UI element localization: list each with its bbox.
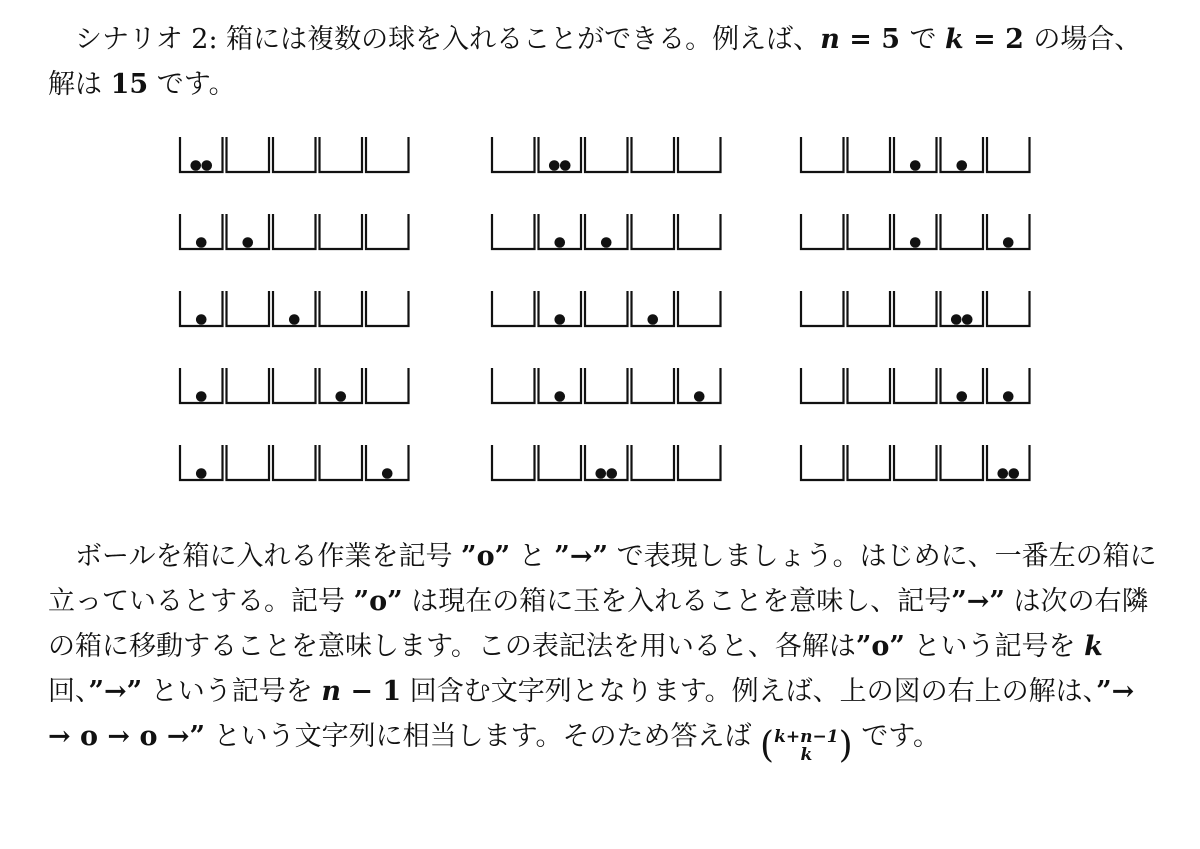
scenario-text: です。 xyxy=(148,69,236,100)
box xyxy=(585,368,628,403)
scenario-text: で xyxy=(909,24,946,55)
box xyxy=(987,291,1030,326)
box xyxy=(273,368,316,403)
ball xyxy=(601,237,612,248)
box xyxy=(366,291,409,326)
explanation-paragraph xyxy=(48,534,1160,764)
scenario-text: の場合、解は xyxy=(48,24,1142,100)
box xyxy=(678,291,721,326)
box xyxy=(320,137,363,172)
ball xyxy=(242,237,253,248)
explanation-text: という記号を xyxy=(142,676,322,707)
box xyxy=(492,368,535,403)
box xyxy=(941,214,984,249)
box-configuration xyxy=(801,291,1030,326)
ball xyxy=(1003,237,1014,248)
box xyxy=(320,214,363,249)
answer-value: 15 xyxy=(110,69,149,100)
box xyxy=(801,291,844,326)
equation-k: = 2 xyxy=(963,24,1034,55)
box xyxy=(848,291,891,326)
box xyxy=(894,291,937,326)
box xyxy=(585,137,628,172)
ball xyxy=(951,314,962,325)
explanation-text: という記号を xyxy=(904,631,1085,662)
box-configuration xyxy=(801,368,1030,403)
explanation-text: 回含む文字列となります。例えば、上の図の右上の解は、 xyxy=(401,676,1097,707)
explanation-text: は次の右隣の箱に移動することを意味します。この表記法を用いると、各解は xyxy=(48,586,1149,662)
symbol-o: ”o” xyxy=(353,586,403,617)
ball xyxy=(956,160,967,171)
ball xyxy=(335,391,346,402)
box xyxy=(180,137,223,172)
box-configuration xyxy=(801,137,1030,172)
box xyxy=(941,445,984,480)
ball xyxy=(694,391,705,402)
box xyxy=(801,137,844,172)
symbol-o: ”o” xyxy=(461,541,511,572)
explanation-text: です。 xyxy=(852,721,941,752)
explanation-text: という文字列に相当します。そのため答えば xyxy=(205,721,761,752)
ball xyxy=(595,468,606,479)
ball xyxy=(997,468,1008,479)
var-k: k xyxy=(1084,631,1103,662)
symbol-arrow: ”→” xyxy=(951,586,1005,617)
explanation-text: ボールを箱に入れる作業を記号 xyxy=(75,541,462,572)
box xyxy=(227,445,270,480)
box xyxy=(585,445,628,480)
box xyxy=(366,214,409,249)
explanation-text: 回、 xyxy=(48,676,89,707)
ball xyxy=(647,314,658,325)
ball xyxy=(196,237,207,248)
box xyxy=(801,368,844,403)
ball xyxy=(910,237,921,248)
box-configuration xyxy=(492,368,721,403)
var-k: k xyxy=(945,24,964,55)
box xyxy=(492,291,535,326)
ball xyxy=(560,160,571,171)
box xyxy=(539,137,582,172)
box xyxy=(320,291,363,326)
box xyxy=(632,137,675,172)
box xyxy=(941,291,984,326)
ball xyxy=(1003,391,1014,402)
box xyxy=(632,445,675,480)
box xyxy=(227,291,270,326)
box xyxy=(366,137,409,172)
box-configuration xyxy=(492,214,721,249)
ball xyxy=(201,160,212,171)
scenario-label: シナリオ 2: xyxy=(75,24,218,55)
ball xyxy=(554,391,565,402)
box-configuration xyxy=(180,291,409,326)
box xyxy=(987,445,1030,480)
symbol-arrow: ”→” xyxy=(88,676,143,707)
ball xyxy=(196,314,207,325)
binom-bottom: k xyxy=(800,744,813,765)
box xyxy=(848,137,891,172)
var-n: n xyxy=(321,676,341,707)
ball xyxy=(956,391,967,402)
ball xyxy=(554,314,565,325)
example-string: ”→ → o → o →” xyxy=(48,676,1135,752)
ball xyxy=(554,237,565,248)
ball xyxy=(1008,468,1019,479)
box xyxy=(366,368,409,403)
ball xyxy=(962,314,973,325)
scenario-text: 箱には複数の球を入れることができる。例えば、 xyxy=(217,24,821,55)
symbol-arrow: ”→” xyxy=(554,541,608,572)
box xyxy=(227,368,270,403)
box-configuration xyxy=(801,214,1030,249)
explanation-text: と xyxy=(510,541,555,572)
box xyxy=(273,214,316,249)
box xyxy=(273,137,316,172)
box xyxy=(801,445,844,480)
box xyxy=(632,368,675,403)
box xyxy=(632,214,675,249)
box-configuration xyxy=(180,368,409,403)
equation-n: = 5 xyxy=(839,24,910,55)
box xyxy=(585,291,628,326)
box-configuration xyxy=(180,214,409,249)
box-configuration xyxy=(180,445,409,480)
box xyxy=(848,445,891,480)
box xyxy=(492,214,535,249)
minus-one: − 1 xyxy=(341,676,402,707)
box xyxy=(894,445,937,480)
box xyxy=(987,137,1030,172)
ball xyxy=(190,160,201,171)
explanation-text: は現在の箱に玉を入れることを意味し、記号 xyxy=(402,586,952,617)
binomial-coefficient: ( k+n−1 k ) xyxy=(760,724,853,766)
box xyxy=(492,137,535,172)
var-n: n xyxy=(820,24,840,55)
box xyxy=(848,368,891,403)
ball xyxy=(289,314,300,325)
box xyxy=(492,445,535,480)
ball xyxy=(910,160,921,171)
box-configuration xyxy=(492,291,721,326)
box-configuration xyxy=(180,137,409,172)
ball xyxy=(196,468,207,479)
box xyxy=(678,214,721,249)
ball xyxy=(606,468,617,479)
box xyxy=(678,445,721,480)
box-configuration xyxy=(492,137,721,172)
ball xyxy=(549,160,560,171)
box xyxy=(894,368,937,403)
ball xyxy=(196,391,207,402)
box xyxy=(539,445,582,480)
explanation-text: で表現しましょう。はじめに、一番左の箱に立っているとする。記号 xyxy=(48,541,1157,617)
symbol-o: ”o” xyxy=(855,631,905,662)
box xyxy=(227,137,270,172)
binom-top: k+n−1 xyxy=(774,726,839,747)
box xyxy=(848,214,891,249)
box xyxy=(320,445,363,480)
box xyxy=(273,445,316,480)
box xyxy=(678,137,721,172)
box-configuration xyxy=(492,445,721,480)
box xyxy=(801,214,844,249)
box-configuration xyxy=(801,445,1030,480)
ball xyxy=(382,468,393,479)
